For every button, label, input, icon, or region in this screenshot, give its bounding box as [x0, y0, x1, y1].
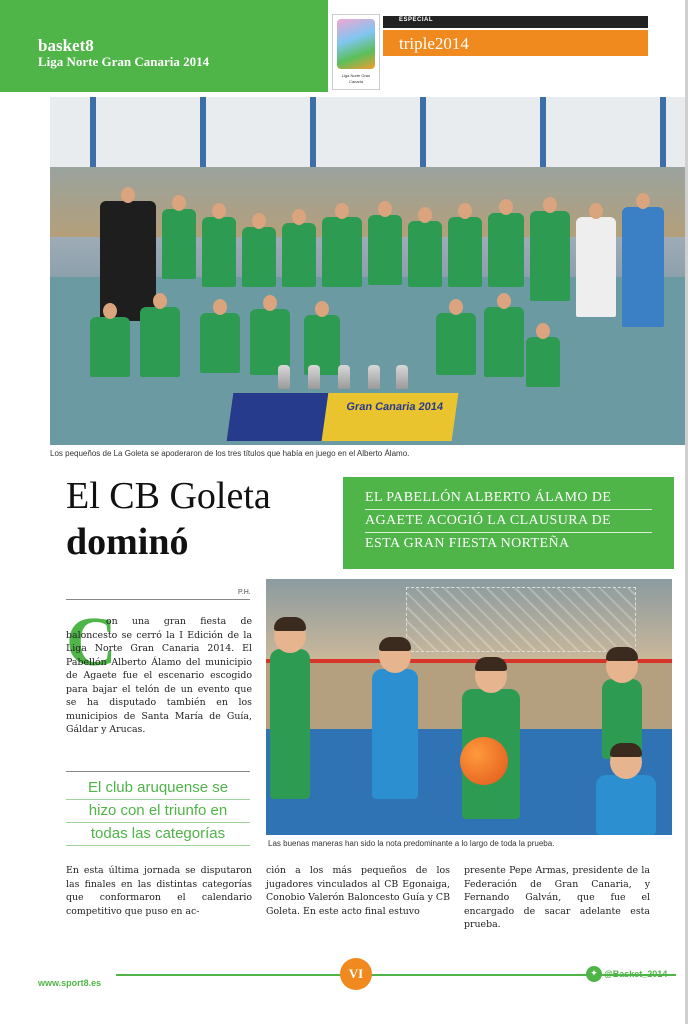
player: [372, 669, 418, 799]
player: [488, 213, 524, 287]
pull-quote: [66, 777, 250, 846]
intro-paragraph: on una gran fiesta de baloncesto se cerró la I Edición de la Liga Norte Gran Canaria 2014. El Pabellón Alberto Álamo del municipio de Agaete fue el escenario escogido para bajar el telón de un evento que se ha disputado también en los municipios de Santa María de Guía, Gáldar y Arucas.: [66, 616, 252, 735]
headline-line: El CB Goleta: [66, 475, 271, 517]
wall-beam: [540, 97, 546, 167]
special-title: triple2014: [399, 34, 469, 53]
section-title: basket8: [38, 36, 94, 55]
byline: P.H.: [238, 589, 251, 596]
gym-wall: [50, 97, 687, 167]
player: [282, 223, 316, 287]
logo-graphic: [337, 19, 375, 69]
team-photo: [50, 97, 687, 445]
banner-blue: [227, 393, 329, 441]
trophy: [278, 365, 290, 389]
footer-website[interactable]: www.sport8.es: [38, 978, 102, 988]
player: [162, 209, 196, 279]
coach: [622, 207, 664, 327]
net: [406, 587, 636, 652]
player: [484, 307, 524, 377]
players-group: [90, 187, 680, 397]
player: [200, 313, 240, 373]
wall-beam: [90, 97, 96, 167]
subhead-line: ESTA GRAN FIESTA NORTEÑA: [365, 536, 570, 551]
player: [530, 211, 570, 301]
player: [90, 317, 130, 377]
trophy: [308, 365, 320, 389]
subhead-line: AGAETE ACOGIÓ LA CLAUSURA DE: [365, 510, 652, 533]
body-column: ción a los más pequeños de los jugadores vinculados al CB Egonaiga, Conobio Valerón Baloncesto Guía y CB Goleta. En este acto final estuvo: [266, 865, 450, 917]
basketball: [460, 737, 508, 785]
player: [202, 217, 236, 287]
body-column: presente Pepe Armas, presidente de la Federación de Gran Canaria, y Fernando Galván, que fue el encargado de sacar adelante esta prueba.: [464, 865, 650, 930]
pull-quote-line: todas las categorías: [66, 823, 250, 846]
twitter-handle[interactable]: @Basket_2014: [604, 969, 668, 979]
trophy: [338, 365, 350, 389]
player: [242, 227, 276, 287]
section-subtitle: Liga Norte Gran Canaria 2014: [38, 54, 210, 69]
player: [270, 649, 310, 799]
player: [368, 215, 402, 285]
special-label: ESPECIAL: [399, 17, 434, 23]
pull-quote-line: hizo con el triunfo en: [66, 800, 250, 823]
divider: [66, 599, 250, 600]
trophy: [368, 365, 380, 389]
wall-beam: [420, 97, 426, 167]
body-column: En esta última jornada se disputaron las finales en las distintas categorías que conformaron el calendario competitivo que puso en ac-: [66, 865, 252, 917]
divider: [66, 771, 250, 772]
player: [596, 775, 656, 835]
subhead-line: EL PABELLÓN ALBERTO ÁLAMO DE: [365, 487, 652, 510]
logo-text: Liga Norte Gran Canaria: [341, 73, 371, 84]
trophy: [396, 365, 408, 389]
drop-cap: C: [66, 604, 117, 681]
special-label-bar: [383, 16, 648, 28]
player: [436, 313, 476, 375]
player: [526, 337, 560, 387]
photo-caption: Las buenas maneras han sido la nota predominante a lo largo de toda la prueba.: [268, 839, 555, 848]
headline: [66, 473, 336, 565]
player: [576, 217, 616, 317]
player: [322, 217, 362, 287]
wall-beam: [660, 97, 666, 167]
league-logo: [332, 14, 380, 90]
subhead-box: [343, 477, 674, 569]
wall-beam: [200, 97, 206, 167]
banner-text: Gran Canaria 2014: [345, 401, 444, 413]
photo-caption: Los pequeños de La Goleta se apoderaron de los tres títulos que había en juego en el Alberto Álamo.: [50, 449, 410, 458]
player: [140, 307, 180, 377]
banner-yellow: [322, 393, 459, 441]
player: [448, 217, 482, 287]
player: [408, 221, 442, 287]
twitter-bird-icon: ✦: [586, 966, 602, 982]
wall-beam: [310, 97, 316, 167]
headline-line: dominó: [66, 521, 189, 563]
special-title-bar: [383, 30, 648, 56]
action-photo: [266, 579, 672, 835]
pull-quote-line: El club aruquense se: [66, 777, 250, 800]
page-number: VI: [340, 958, 372, 990]
